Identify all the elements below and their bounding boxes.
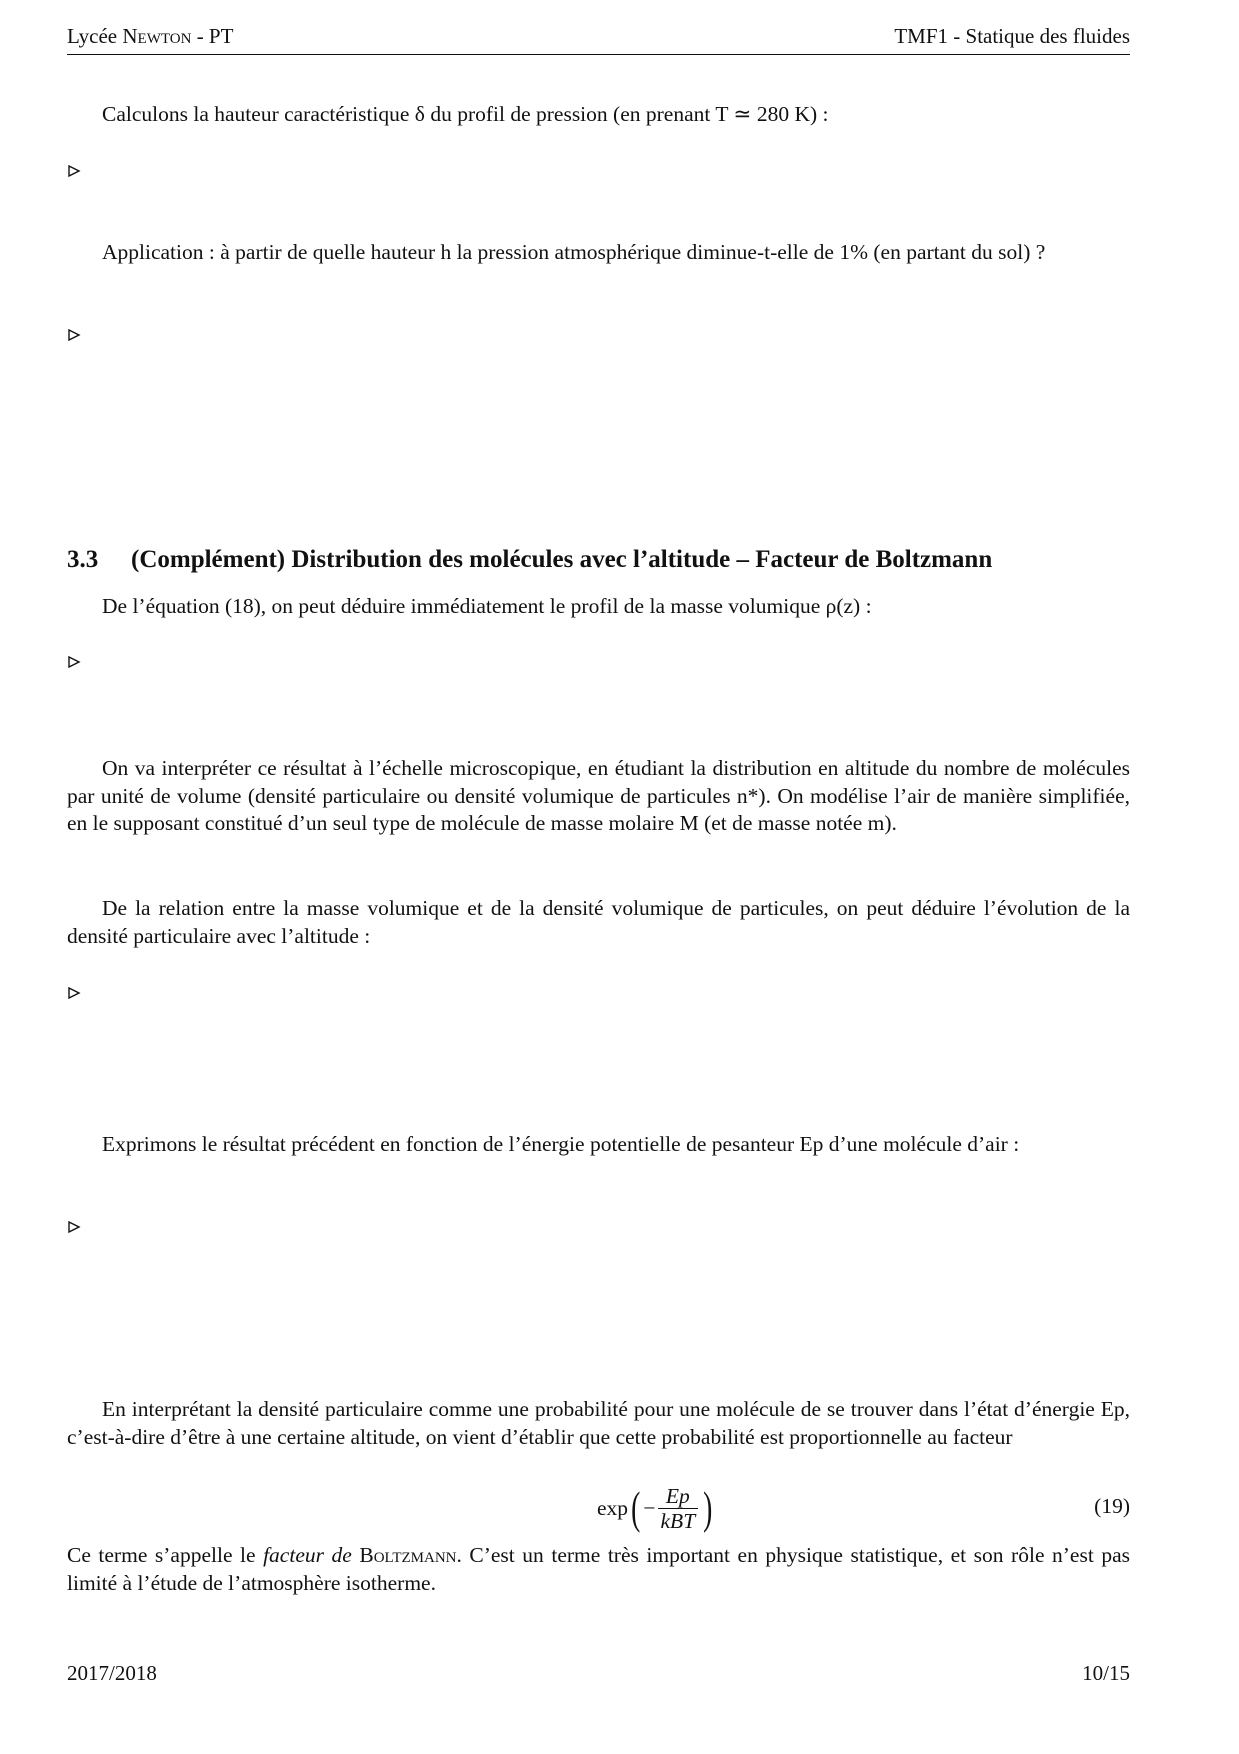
triangle-right-icon	[67, 986, 81, 1000]
equation-right-paren: )	[703, 1482, 713, 1533]
section-number: 3.3	[67, 546, 99, 573]
header-right: TMF1 - Statique des fluides	[894, 24, 1130, 48]
equation-boltzmann-factor	[67, 1480, 1130, 1536]
paragraph-masse-volumique: De l’équation (18), on peut déduire immédiatement le profil de la masse volumique ρ(z) :	[102, 594, 872, 618]
section-heading	[67, 546, 1130, 574]
header-school-name: Newton	[122, 24, 192, 48]
equation-left-paren: (	[631, 1482, 641, 1533]
paragraph-calcul-hauteur: Calculons la hauteur caractéristique δ du profil de pression (en prenant T ≃ 280 K) :	[102, 102, 829, 126]
facteur-name: Boltzmann	[359, 1543, 457, 1567]
facteur-text-b: . C’est un terme très important en physique statistique, et son rôle n’est pas limité à l’étude de l’atmosphère isotherme.	[67, 1543, 1130, 1595]
equation-body	[597, 1480, 715, 1536]
triangle-right-icon	[67, 164, 81, 178]
equation-numerator: Ep	[665, 1483, 690, 1508]
equation-fraction	[658, 1484, 699, 1533]
facteur-text-a: Ce terme s’appelle le	[67, 1543, 264, 1567]
paragraph-interpretation-microscopique: On va interpréter ce résultat à l’échelle microscopique, en étudiant la distribution en altitude du nombre de molécules par unité de volume (densité particulaire ou densité volumique de particules n*). On modélise l’air de manière simplifiée, en le supposant constitué d’un seul type de molécule de masse molaire M (et de masse notée m).	[67, 756, 1130, 835]
equation-denominator: kBT	[660, 1508, 696, 1533]
footer-year: 2017/2018	[67, 1661, 157, 1685]
equation-number: (19)	[1094, 1494, 1130, 1518]
equation-minus: −	[643, 1495, 656, 1520]
triangle-right-icon	[67, 328, 81, 342]
paragraph-application: Application : à partir de quelle hauteur h la pression atmosphérique diminue-t-elle de 1% (en partant du sol) ?	[102, 240, 1046, 264]
footer-page-number: 10/15	[1082, 1661, 1130, 1685]
paragraph-facteur-boltzmann	[67, 1542, 1130, 1597]
paragraph-energie-potentielle: Exprimons le résultat précédent en fonction de l’énergie potentielle de pesanteur Ep d’une molécule d’air :	[102, 1132, 1020, 1156]
header-suffix: - PT	[191, 24, 234, 48]
page-header	[67, 24, 1130, 55]
equation-function: exp	[597, 1495, 629, 1520]
header-left	[67, 24, 233, 49]
triangle-right-icon	[67, 1220, 81, 1234]
facteur-emphasis: facteur de	[263, 1543, 352, 1567]
paragraph-probabilite: En interprétant la densité particulaire comme une probabilité pour une molécule de se trouver dans l’état d’énergie Ep, c’est-à-dire d’être à une certaine altitude, on vient d’établir que cette probabilité est proportionnelle au facteur	[67, 1397, 1130, 1449]
header-prefix: Lycée	[67, 24, 123, 48]
paragraph-relation-densite: De la relation entre la masse volumique et de la densité volumique de particules, on peut déduire l’évolution de la densité particulaire avec l’altitude :	[67, 896, 1130, 948]
section-title: (Complément) Distribution des molécules avec l’altitude – Facteur de Boltzmann	[131, 546, 993, 573]
triangle-right-icon	[67, 655, 81, 669]
